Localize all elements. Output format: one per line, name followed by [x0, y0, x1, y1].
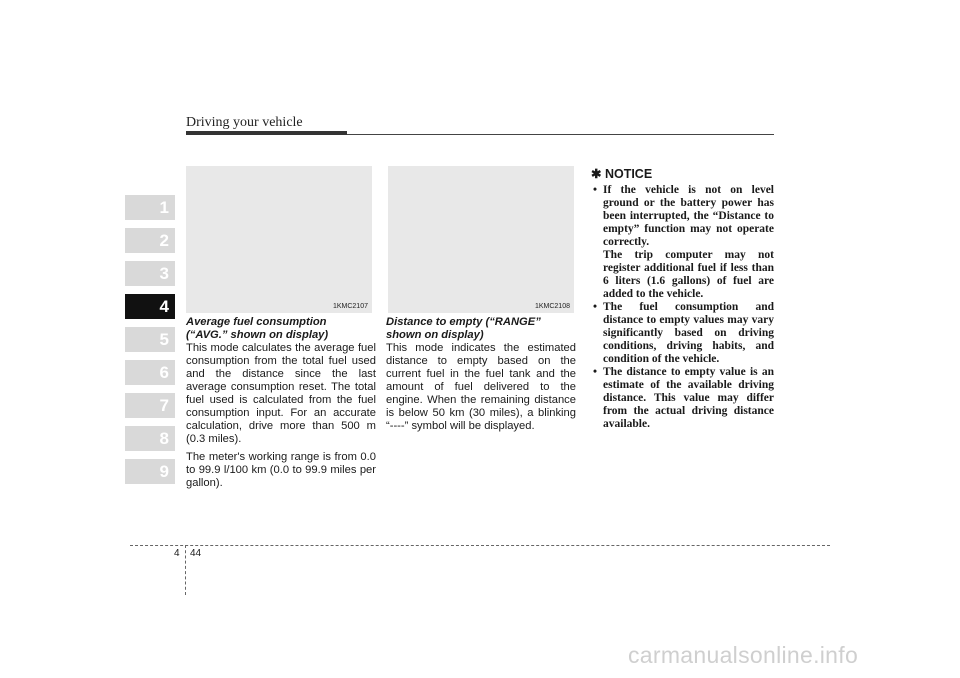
chapter-tab-1[interactable]: 1	[125, 195, 175, 220]
chapter-tab-5[interactable]: 5	[125, 327, 175, 352]
footer-page-number: 44	[190, 548, 202, 559]
page-header-title: Driving your vehicle	[186, 115, 303, 130]
paragraph: This mode calculates the average fuel consumption from the total fuel used and the distance since the last average consumption reset. The total fuel used is calculated from the fuel consumption input. For an accurate calculation, drive more than 500 m (0.3 miles).	[186, 342, 376, 445]
header-rule-thin	[347, 134, 774, 135]
notice-box	[591, 166, 774, 431]
footer-chapter-number: 4	[174, 548, 180, 559]
notice-item	[591, 184, 774, 301]
notice-item-subtext: The trip computer may not register additional fuel if less than 6 liters (1.6 gallons) of fuel are added to the vehicle.	[603, 249, 774, 300]
footer-rule	[130, 545, 830, 546]
watermark: carmanualsonline.info	[628, 642, 859, 668]
figure-range-display	[388, 166, 574, 313]
notice-item: • The fuel consumption and distance to empty values may vary significantly based on driving conditions, driving habits, and condition of the vehicle.	[591, 301, 774, 366]
notice-item: • The distance to empty value is an estimate of the available driving distance. This value may differ from the actual driving distance available.	[591, 366, 774, 431]
figure-avg-display	[186, 166, 372, 313]
heading-line: Average fuel consumption	[186, 316, 327, 328]
figure-code: 1KMC2108	[534, 303, 570, 310]
figure-code: 1KMC2107	[332, 303, 368, 310]
chapter-tab-7[interactable]: 7	[125, 393, 175, 418]
section-heading	[386, 316, 576, 342]
chapter-tab-3[interactable]: 3	[125, 261, 175, 286]
notice-title: ✱ NOTICE	[591, 167, 653, 181]
chapter-tab-8[interactable]: 8	[125, 426, 175, 451]
section-heading	[186, 316, 376, 342]
heading-line: shown on display)	[386, 329, 484, 341]
header-rule-thick	[186, 131, 347, 135]
footer-vertical-rule	[185, 545, 186, 595]
column-distance-to-empty	[386, 316, 576, 433]
chapter-tab-4[interactable]: 4	[125, 294, 175, 319]
paragraph: The meter's working range is from 0.0 to 99.9 l/100 km (0.0 to 99.9 miles per gallon).	[186, 451, 376, 489]
heading-line: (“AVG.” shown on display)	[186, 329, 329, 341]
chapter-tab-9[interactable]: 9	[125, 459, 175, 484]
notice-item-text: If the vehicle is not on level ground or the battery power has been interrupted, the “Distance to empty” function may not operate correctly.	[603, 184, 774, 248]
chapter-tab-6[interactable]: 6	[125, 360, 175, 385]
notice-list	[591, 184, 774, 431]
chapter-tab-2[interactable]: 2	[125, 228, 175, 253]
column-average-fuel	[186, 316, 376, 490]
heading-line: Distance to empty (“RANGE”	[386, 316, 541, 328]
paragraph: This mode indicates the estimated distance to empty based on the current fuel in the fuel tank and the amount of fuel delivered to the engine. When the remaining distance is below 50 km (30 miles), a blinking “----” symbol will be displayed.	[386, 342, 576, 432]
